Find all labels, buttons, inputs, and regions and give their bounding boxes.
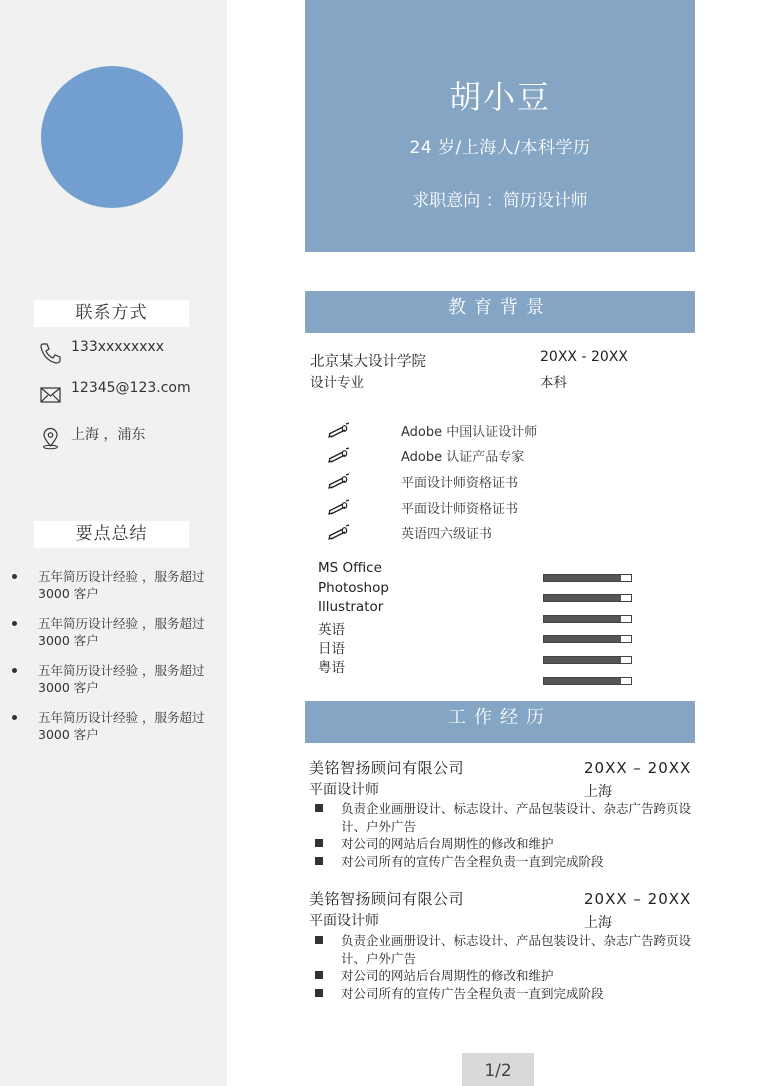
certificate-name: 平面设计师资格证书 — [401, 475, 519, 491]
contact-phone — [38, 339, 164, 365]
skill-level-fill — [544, 595, 621, 601]
skill-name: Illustrator — [318, 599, 384, 615]
diploma-icon — [326, 471, 352, 491]
certificate-item — [326, 497, 519, 517]
list-item: 对公司的网站后台周期性的修改和维护 — [313, 835, 693, 853]
list-item: 五年简历设计经验 ，服务超过 3000 客户 — [8, 568, 213, 602]
skill-level-fill — [544, 678, 621, 684]
skill-level-fill — [544, 636, 621, 642]
list-item: 五年简历设计经验 ，服务超过 3000 客户 — [8, 615, 213, 649]
list-item: 负责企业画册设计、标志设计、产品包装设计、杂志广告跨页设计、户外广告 — [313, 932, 693, 967]
list-item: 五年简历设计经验 ，服务超过 3000 客户 — [8, 709, 213, 743]
diploma-icon — [326, 522, 352, 542]
diploma-icon — [326, 445, 352, 465]
skill-level-bar — [543, 574, 632, 582]
work-location: 上海 — [584, 784, 612, 800]
degree: 本科 — [540, 375, 567, 391]
education-period: 20XX - 20XX — [540, 349, 628, 365]
company-name: 美铭智扬顾问有限公司 — [309, 759, 465, 777]
certificate-item — [326, 420, 538, 440]
skill-name: 粤语 — [318, 660, 345, 676]
profile-header — [305, 0, 695, 252]
avatar — [41, 66, 183, 208]
skill-level-fill — [544, 657, 621, 663]
work-period: 20XX – 20XX — [584, 759, 692, 777]
profile-name: 胡小豆 — [448, 78, 551, 116]
skill-name: MS Office — [318, 560, 382, 576]
school-name: 北京某大设计学院 — [310, 354, 426, 370]
certificate-name: 英语四六级证书 — [401, 526, 493, 542]
certificate-name: Adobe 中国认证设计师 — [401, 424, 538, 440]
duty-list — [313, 932, 693, 1002]
skill-level-bar — [543, 635, 632, 643]
certificate-name: Adobe 认证产品专家 — [401, 449, 525, 465]
contact-location — [38, 424, 145, 450]
major: 设计专业 — [310, 375, 364, 391]
job-title: 平面设计师 — [309, 782, 379, 798]
job-intent: 求职意向 ：简历设计师 — [412, 191, 588, 211]
contact-email — [38, 380, 191, 406]
envelope-icon — [38, 382, 64, 406]
list-item: 对公司所有的宣传广告全程负责一直到完成阶段 — [313, 853, 693, 871]
skill-level-bar — [543, 594, 632, 602]
certificate-item — [326, 522, 493, 542]
location-text: 上海 ，浦东 — [71, 427, 146, 443]
skill-level-bar — [543, 656, 632, 664]
skill-level-fill — [544, 616, 621, 622]
work-heading: 工作经历 — [305, 701, 695, 743]
contact-heading: 联系方式 — [34, 300, 189, 327]
job-title: 平面设计师 — [309, 913, 379, 929]
certificate-name: 平面设计师资格证书 — [401, 501, 519, 517]
phone-number: 133xxxxxxxx — [71, 339, 165, 355]
profile-info: 24 岁/上海人/本科学历 — [409, 138, 591, 158]
summary-heading: 要点总结 — [34, 521, 189, 548]
phone-icon — [38, 341, 64, 365]
skill-name: 日语 — [318, 641, 345, 657]
list-item: 对公司所有的宣传广告全程负责一直到完成阶段 — [313, 985, 693, 1003]
work-period: 20XX – 20XX — [584, 890, 692, 908]
certificate-item — [326, 471, 519, 491]
work-location: 上海 — [584, 915, 612, 931]
list-item: 五年简历设计经验 ，服务超过 3000 客户 — [8, 662, 213, 696]
email-address: 12345@123.com — [71, 380, 191, 396]
skill-level-bar — [543, 615, 632, 623]
skill-name: 英语 — [318, 622, 345, 638]
certificate-item — [326, 445, 525, 465]
skill-name: Photoshop — [318, 580, 389, 596]
page-number: 1/2 — [462, 1053, 534, 1086]
skill-level-bar — [543, 677, 632, 685]
skill-level-fill — [544, 575, 621, 581]
diploma-icon — [326, 420, 352, 440]
list-item: 对公司的网站后台周期性的修改和维护 — [313, 967, 693, 985]
education-heading: 教育背景 — [305, 291, 695, 333]
duty-list — [313, 800, 693, 870]
location-pin-icon — [38, 426, 64, 450]
sidebar — [0, 0, 227, 1086]
list-item: 负责企业画册设计、标志设计、产品包装设计、杂志广告跨页设计、户外广告 — [313, 800, 693, 835]
summary-list — [8, 568, 213, 756]
diploma-icon — [326, 497, 352, 517]
company-name: 美铭智扬顾问有限公司 — [309, 890, 465, 908]
